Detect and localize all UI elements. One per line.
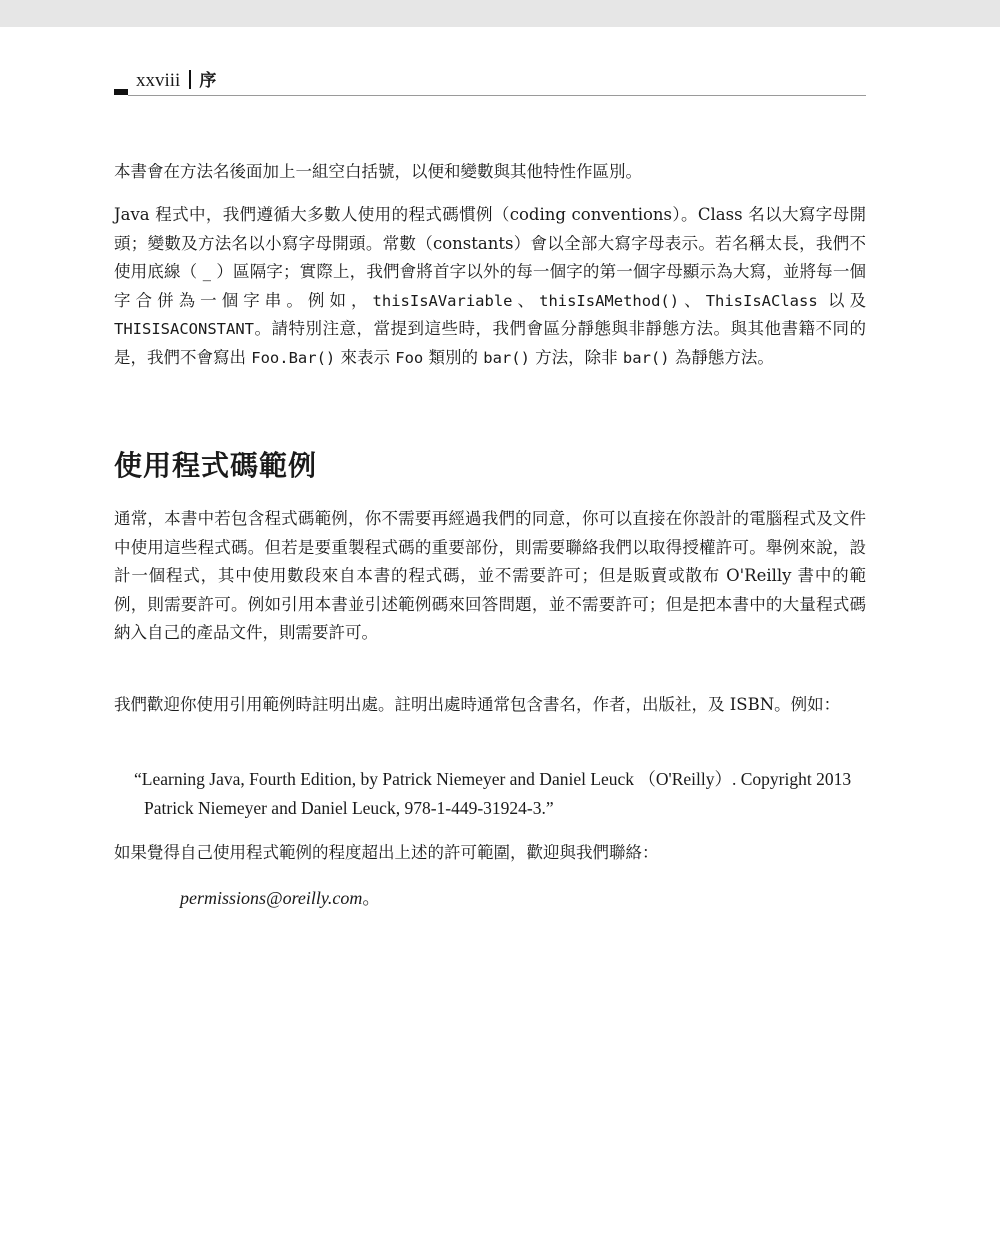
text-run: 。請特別注意，當提到這些時，我們會區分靜態與非靜態方法。與其他書籍不同的是，我們不會寫出	[114, 319, 866, 367]
attribution-quote: “Learning Java, Fourth Edition, by Patrick Niemeyer and Daniel Leuck （O'Reilly）. Copyright 2013 Patrick Niemeyer and Daniel Leuck, 978-1-449-31924-3.”	[134, 769, 852, 818]
paragraph-code-usage: 通常，本書中若包含程式碼範例，你不需要再經過我們的同意，你可以直接在你設計的電腦程式及文件中使用這些程式碼。但若是要重製程式碼的重要部份，則需要聯絡我們以取得授權許可。舉例來說，設計一個程式，其中使用數段來自本書的程式碼，並不需要許可；但是販賣或散布 O'Reilly 書中的範例，則需要許可。例如引用本書並引述範例碼來回答問題，並不需要許可；但是把本書中的大量程式碼納入自己的產品文件，則需要許可。	[114, 509, 866, 643]
text-run: 、	[512, 290, 540, 310]
code-inline: thisIsAMethod()	[539, 291, 680, 310]
code-inline: THISISACONSTANT	[114, 320, 254, 339]
header-rule	[128, 95, 866, 96]
paragraph-method-parentheses: 本書會在方法名後面加上一組空白括號，以便和變數與其他特性作區別。	[114, 162, 642, 181]
text-run: 為靜態方法。	[669, 347, 774, 367]
header-text	[136, 68, 216, 93]
text-run: 、	[679, 290, 706, 310]
paragraph-contact: 如果覺得自己使用程式範例的程度超出上述的許可範圍，歡迎與我們聯絡：	[114, 843, 659, 862]
running-head	[114, 66, 866, 98]
code-inline: bar()	[483, 348, 530, 367]
paragraph-coding-conventions	[114, 201, 866, 373]
code-inline: Foo.Bar()	[251, 348, 336, 367]
page-number: xxviii	[136, 70, 181, 91]
text-run: Java 程式中，我們遵循大多數人使用的程式碼慣例（coding conventions）。Class 名以大寫字母開頭；變數及方法名以小寫字母開頭。常數（constants）會以全部大寫字母表示。若名稱太長，我們不使用底線（ _ ）區隔字；實際上，我們會將首字以外的每一個字的第一個字母顯示為大寫，並將每一個字合併為一個字串。例如，	[114, 205, 866, 310]
paragraph-attribution: 我們歡迎你使用引用範例時註明出處。註明出處時通常包含書名，作者，出版社，及 ISBN。例如：	[114, 695, 841, 714]
text-run: 以及	[817, 290, 867, 310]
top-band	[0, 0, 1000, 27]
code-inline: bar()	[622, 348, 670, 367]
email-line	[180, 884, 380, 912]
header-marker	[114, 89, 128, 95]
email-address: permissions@oreilly.com	[180, 888, 363, 908]
section-heading: 使用程式碼範例	[114, 449, 318, 482]
section-title: 序	[199, 71, 217, 91]
code-inline: ThisIsAClass	[705, 291, 818, 310]
code-inline: Foo	[395, 348, 424, 367]
text-run: 方法，除非	[529, 347, 623, 367]
email-suffix: 。	[362, 888, 381, 908]
code-inline: thisIsAVariable	[372, 291, 513, 310]
header-divider	[189, 70, 191, 89]
text-run: 來表示	[335, 347, 396, 367]
text-run: 類別的	[423, 347, 484, 367]
